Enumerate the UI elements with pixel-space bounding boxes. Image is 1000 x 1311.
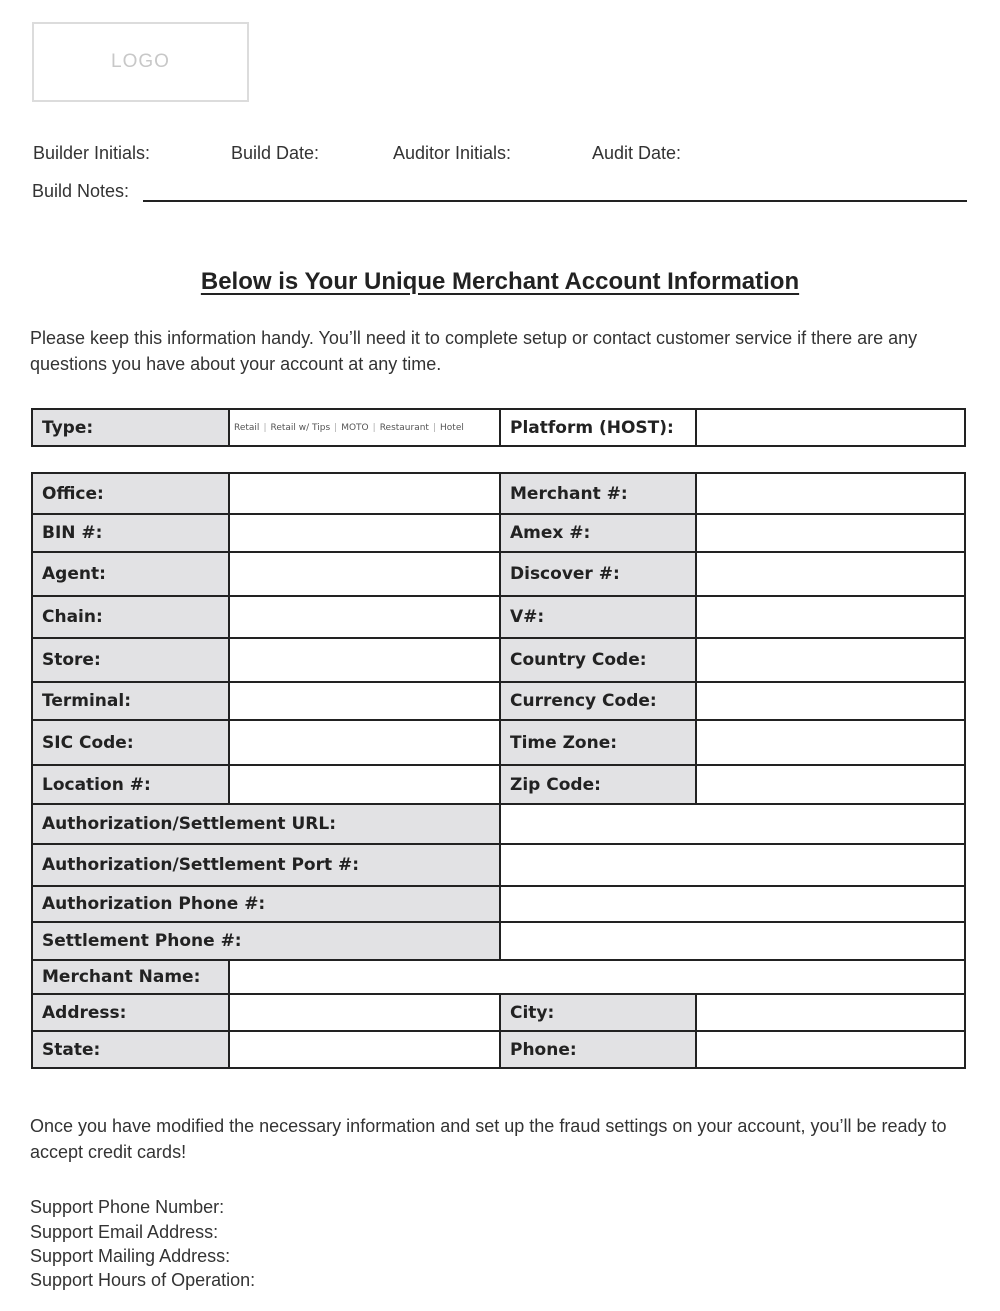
row-label: Address: <box>32 994 229 1031</box>
table-row <box>32 844 965 886</box>
row-value[interactable] <box>696 596 965 638</box>
row-label: Currency Code: <box>500 682 696 720</box>
auditor-initials-label: Auditor Initials: <box>393 143 512 163</box>
platform-label: Platform (HOST): <box>500 409 696 446</box>
row-label: Office: <box>32 473 229 514</box>
row-value[interactable] <box>229 765 500 804</box>
table-row <box>32 886 965 922</box>
row-value[interactable] <box>229 638 500 682</box>
row-value[interactable] <box>696 720 965 765</box>
row-label: Location #: <box>32 765 229 804</box>
merchant-info-table <box>31 472 966 1069</box>
row-label: Store: <box>32 638 229 682</box>
table-row <box>32 514 965 552</box>
support-hours-label: Support Hours of Operation: <box>30 1270 256 1290</box>
row-label: Merchant #: <box>500 473 696 514</box>
row-label: Authorization/Settlement Port #: <box>32 844 500 886</box>
row-label: Amex #: <box>500 514 696 552</box>
row-value[interactable] <box>229 720 500 765</box>
table-row <box>32 1031 965 1068</box>
row-value[interactable] <box>500 804 965 844</box>
row-value[interactable] <box>696 473 965 514</box>
type-table <box>31 408 966 447</box>
row-value[interactable] <box>500 922 965 960</box>
row-label: Authorization Phone #: <box>32 886 500 922</box>
audit-date-label: Audit Date: <box>592 143 682 163</box>
type-label: Type: <box>32 409 229 446</box>
row-value[interactable] <box>500 886 965 922</box>
row-value[interactable] <box>696 552 965 596</box>
type-option[interactable]: Retail <box>234 422 260 433</box>
type-option[interactable]: | MOTO <box>330 423 368 433</box>
table-row <box>32 552 965 596</box>
logo-text: LOGO <box>111 51 170 72</box>
row-label: Agent: <box>32 552 229 596</box>
row-value[interactable] <box>229 682 500 720</box>
row-value[interactable] <box>696 638 965 682</box>
footer-text: Once you have modified the necessary information and set up the fraud settings on your account, you’ll be ready to accept credit cards! <box>30 1116 947 1162</box>
row-label: Chain: <box>32 596 229 638</box>
table-row <box>32 720 965 765</box>
row-label: V#: <box>500 596 696 638</box>
support-mailing-label: Support Mailing Address: <box>30 1246 231 1266</box>
row-label: Discover #: <box>500 552 696 596</box>
row-value[interactable] <box>229 473 500 514</box>
table-row <box>32 682 965 720</box>
row-value[interactable] <box>500 844 965 886</box>
type-option[interactable]: | Restaurant <box>369 423 429 433</box>
row-label: State: <box>32 1031 229 1068</box>
row-label: Phone: <box>500 1031 696 1068</box>
table-row <box>32 473 965 514</box>
table-row <box>32 638 965 682</box>
table-row <box>32 765 965 804</box>
support-phone-label: Support Phone Number: <box>30 1197 225 1217</box>
row-label: BIN #: <box>32 514 229 552</box>
row-label: Merchant Name: <box>32 960 229 994</box>
table-row <box>32 804 965 844</box>
table-row <box>32 922 965 960</box>
build-notes-line <box>143 200 967 202</box>
table-row <box>32 960 965 994</box>
row-value[interactable] <box>696 765 965 804</box>
type-options <box>229 409 500 446</box>
row-value[interactable] <box>229 552 500 596</box>
table-row <box>32 994 965 1031</box>
row-value[interactable] <box>696 1031 965 1068</box>
build-date-label: Build Date: <box>231 143 320 163</box>
row-label: Country Code: <box>500 638 696 682</box>
builder-initials-label: Builder Initials: <box>33 143 151 163</box>
row-value[interactable] <box>229 596 500 638</box>
type-option[interactable]: | Retail w/ Tips <box>259 423 330 433</box>
row-value[interactable] <box>696 994 965 1031</box>
logo-placeholder <box>32 22 249 102</box>
row-label: Zip Code: <box>500 765 696 804</box>
row-value[interactable] <box>229 960 965 994</box>
row-label: City: <box>500 994 696 1031</box>
support-email-label: Support Email Address: <box>30 1222 219 1242</box>
table-row <box>32 596 965 638</box>
platform-value[interactable] <box>696 409 965 446</box>
row-value[interactable] <box>229 994 500 1031</box>
intro-text: Please keep this information handy. You’ll need it to complete setup or contact customer service if there are any questions you have about your account at any time. <box>30 328 918 374</box>
row-value[interactable] <box>229 1031 500 1068</box>
type-option[interactable]: | Hotel <box>429 423 464 433</box>
row-label: Authorization/Settlement URL: <box>32 804 500 844</box>
row-value[interactable] <box>696 514 965 552</box>
page-title: Below is Your Unique Merchant Account Information <box>200 268 800 295</box>
row-label: Time Zone: <box>500 720 696 765</box>
row-label: Terminal: <box>32 682 229 720</box>
build-notes-label: Build Notes: <box>32 181 130 201</box>
row-value[interactable] <box>696 682 965 720</box>
row-label: Settlement Phone #: <box>32 922 500 960</box>
row-value[interactable] <box>229 514 500 552</box>
row-label: SIC Code: <box>32 720 229 765</box>
